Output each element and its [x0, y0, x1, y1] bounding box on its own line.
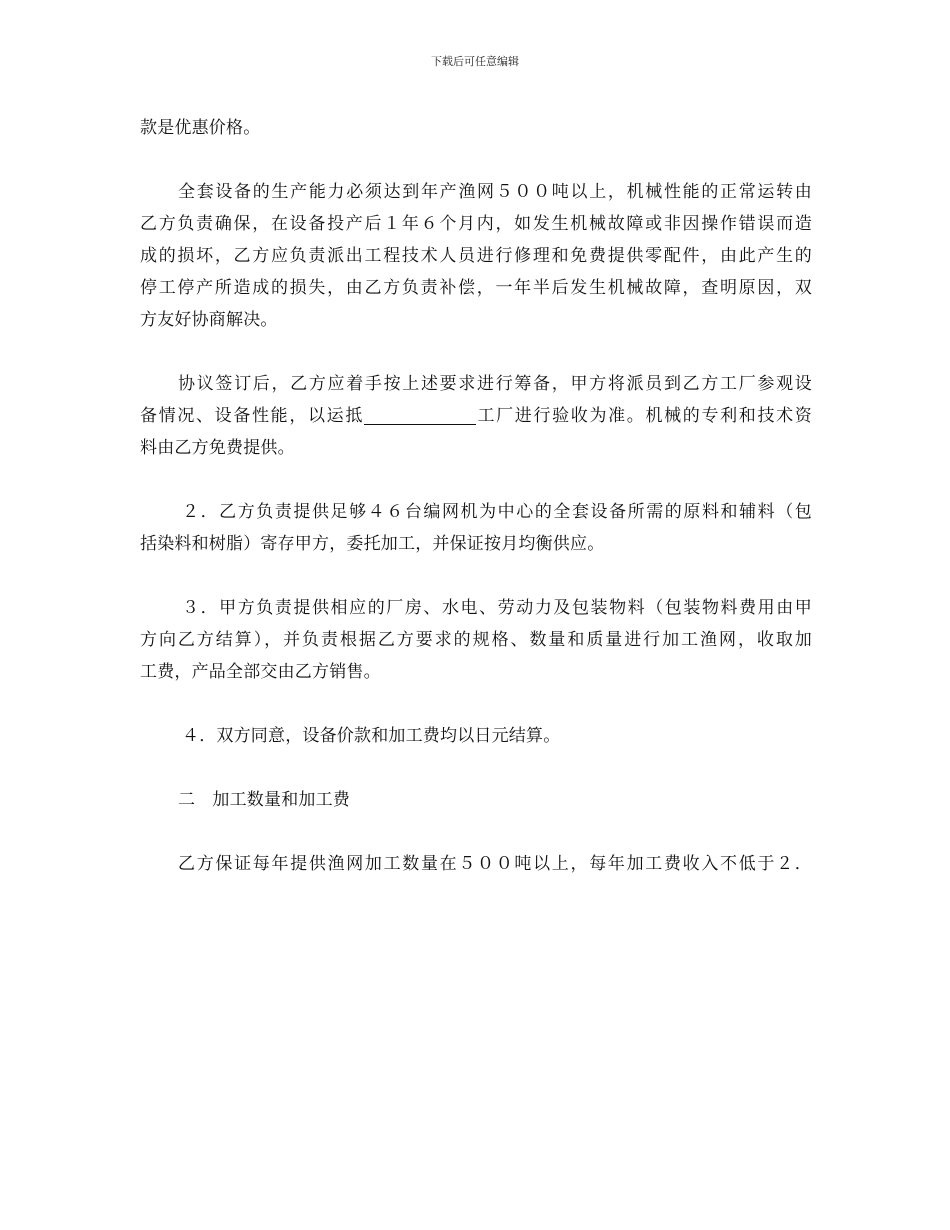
clause-4 — [140, 720, 812, 752]
section-heading — [140, 784, 812, 816]
document-body — [140, 112, 812, 880]
paragraph-agreement — [140, 368, 812, 464]
text-segment: 工厂进行验收为准。机械的专利和技术资 — [476, 406, 812, 426]
paragraph-capacity — [140, 176, 812, 336]
paragraph-line: 协议签订后，乙方应着手按上述要求进行筹备，甲方将派员到乙方工厂参观设 — [178, 374, 812, 394]
paragraph-line: 括染料和树脂）寄存甲方，委托加工，并保证按月均衡供应。 — [140, 534, 605, 554]
paragraph-line: 乙方保证每年提供渔网加工数量在５００吨以上，每年加工费收入不低于２． — [178, 854, 812, 874]
paragraph-quantity — [140, 848, 812, 880]
paragraph-line: 款是优惠价格。 — [140, 118, 261, 138]
page-header: 下载后可任意编辑 — [431, 55, 519, 68]
paragraph-line: 料由乙方免费提供。 — [140, 438, 295, 458]
paragraph-line: ２．乙方负责提供足够４６台编网机为中心的全套设备所需的原料和辅料（包 — [182, 502, 812, 522]
paragraph-line: 乙方负责确保，在设备投产后１年６个月内，如发生机械故障或非因操作错误而造 — [140, 214, 812, 234]
paragraph-line: 工费，产品全部交由乙方销售。 — [140, 662, 381, 682]
paragraph-line: ３．甲方负责提供相应的厂房、水电、劳动力及包装物料（包装物料费用由甲 — [182, 598, 812, 618]
fill-in-blank — [364, 404, 476, 425]
paragraph-line: 成的损坏，乙方应负责派出工程技术人员进行修理和免费提供零配件，由此产生的 — [140, 246, 812, 266]
paragraph-line: 方向乙方结算），并负责根据乙方要求的规格、数量和质量进行加工渔网，收取加 — [140, 630, 812, 650]
clause-3 — [140, 592, 812, 688]
paragraph-line — [140, 400, 812, 432]
paragraph-line: ４．双方同意，设备价款和加工费均以日元结算。 — [182, 726, 561, 746]
paragraph-line: 停工停产所造成的损失，由乙方负责补偿，一年半后发生机械故障，查明原因，双 — [140, 278, 812, 298]
text-segment: 备情况、设备性能，以运抵 — [140, 406, 364, 426]
section-title: 二 加工数量和加工费 — [178, 790, 350, 810]
paragraph-line: 全套设备的生产能力必须达到年产渔网５００吨以上，机械性能的正常运转由 — [178, 182, 812, 202]
clause-2 — [140, 496, 812, 560]
paragraph-line: 方友好协商解决。 — [140, 310, 278, 330]
